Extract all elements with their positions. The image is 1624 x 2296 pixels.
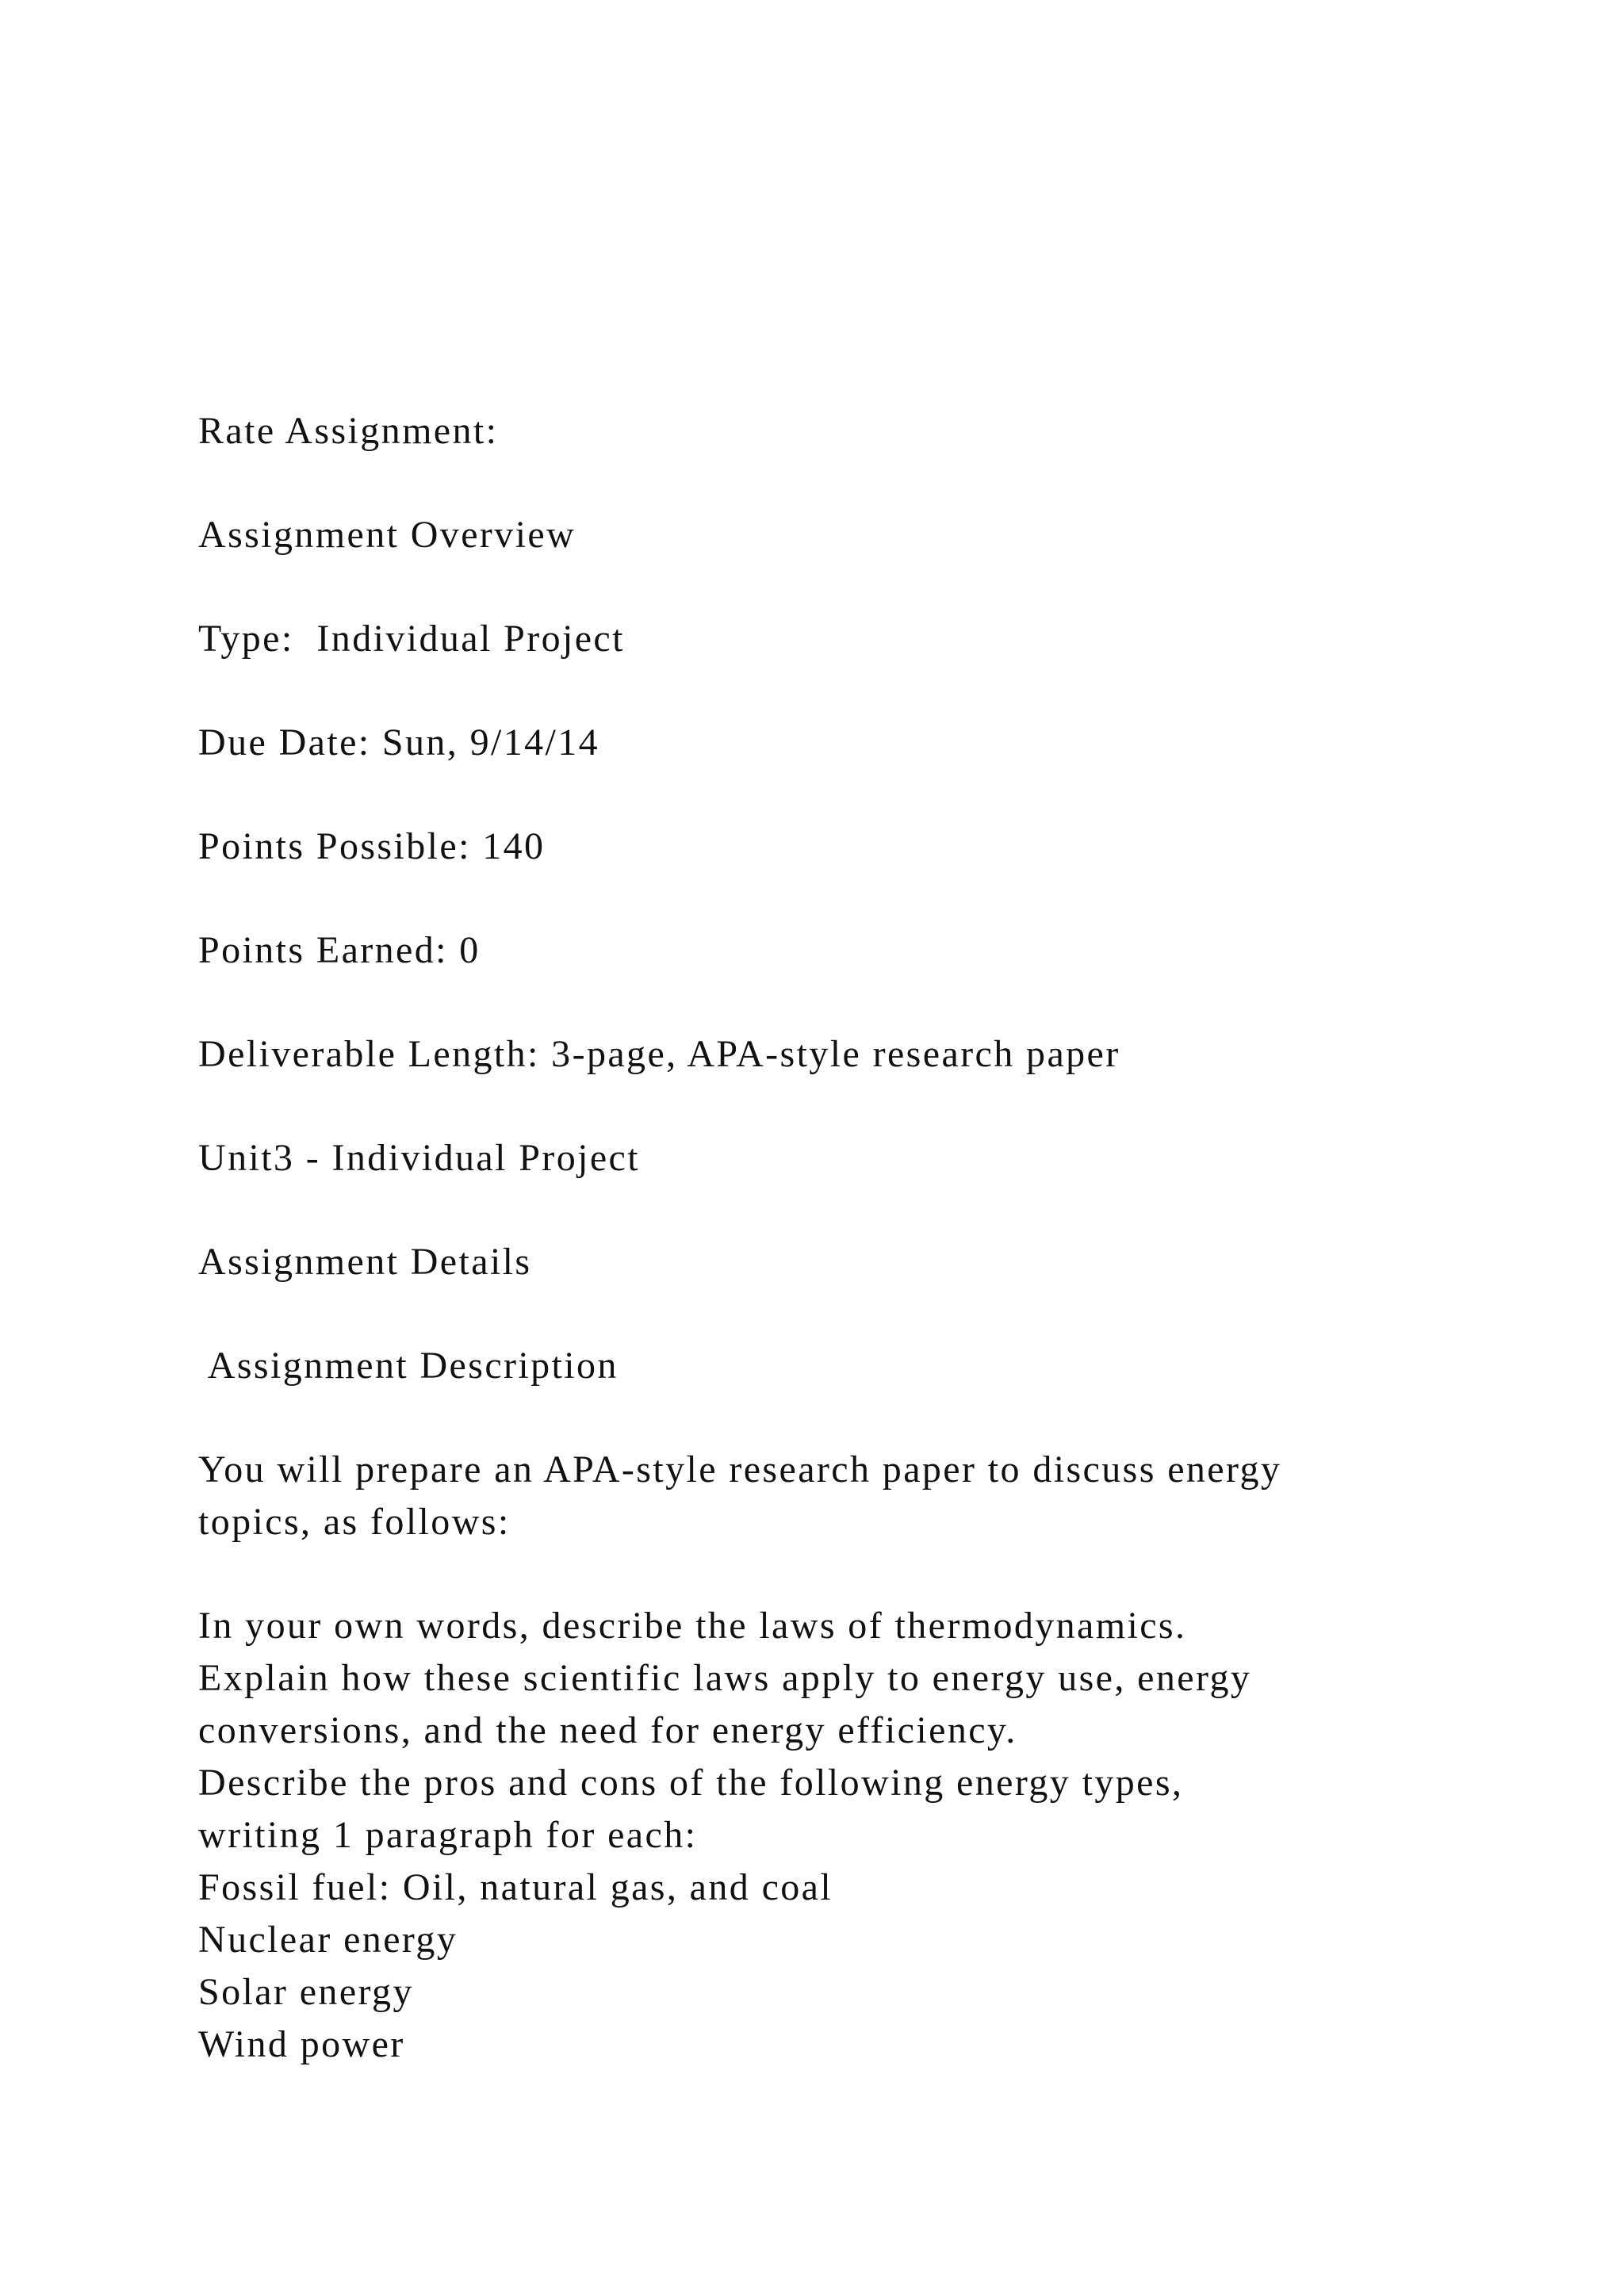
energy-type-item: Nuclear energy	[198, 1919, 458, 1961]
instruction-line: Explain how these scientific laws apply to energy use, energy	[198, 1657, 1252, 1699]
rate-assignment-label: Rate Assignment:	[198, 410, 499, 452]
energy-type-item: Fossil fuel: Oil, natural gas, and coal	[198, 1866, 833, 1908]
instruction-line: conversions, and the need for energy efficiency.	[198, 1709, 1017, 1751]
instruction-line: In your own words, describe the laws of thermodynamics.	[198, 1605, 1187, 1647]
instruction-line: Describe the pros and cons of the following energy types,	[198, 1762, 1184, 1804]
intro-line: topics, as follows:	[198, 1501, 511, 1543]
assignment-details-heading: Assignment Details	[198, 1241, 532, 1283]
energy-type-item: Wind power	[198, 2023, 405, 2065]
due-date: Due Date: Sun, 9/14/14	[198, 721, 600, 763]
energy-type-item: Solar energy	[198, 1971, 414, 2013]
assignment-overview-heading: Assignment Overview	[198, 514, 576, 556]
intro-line: You will prepare an APA-style research paper to discuss energy	[198, 1448, 1282, 1490]
assignment-description-heading: Assignment Description	[198, 1345, 619, 1387]
points-earned: Points Earned: 0	[198, 929, 481, 971]
points-possible: Points Possible: 140	[198, 825, 546, 867]
assignment-type: Type: Individual Project	[198, 618, 625, 660]
instruction-line: writing 1 paragraph for each:	[198, 1814, 698, 1856]
unit-title: Unit3 - Individual Project	[198, 1137, 640, 1179]
document-body	[198, 0, 1546, 2065]
deliverable-length: Deliverable Length: 3-page, APA-style research paper	[198, 1033, 1120, 1075]
